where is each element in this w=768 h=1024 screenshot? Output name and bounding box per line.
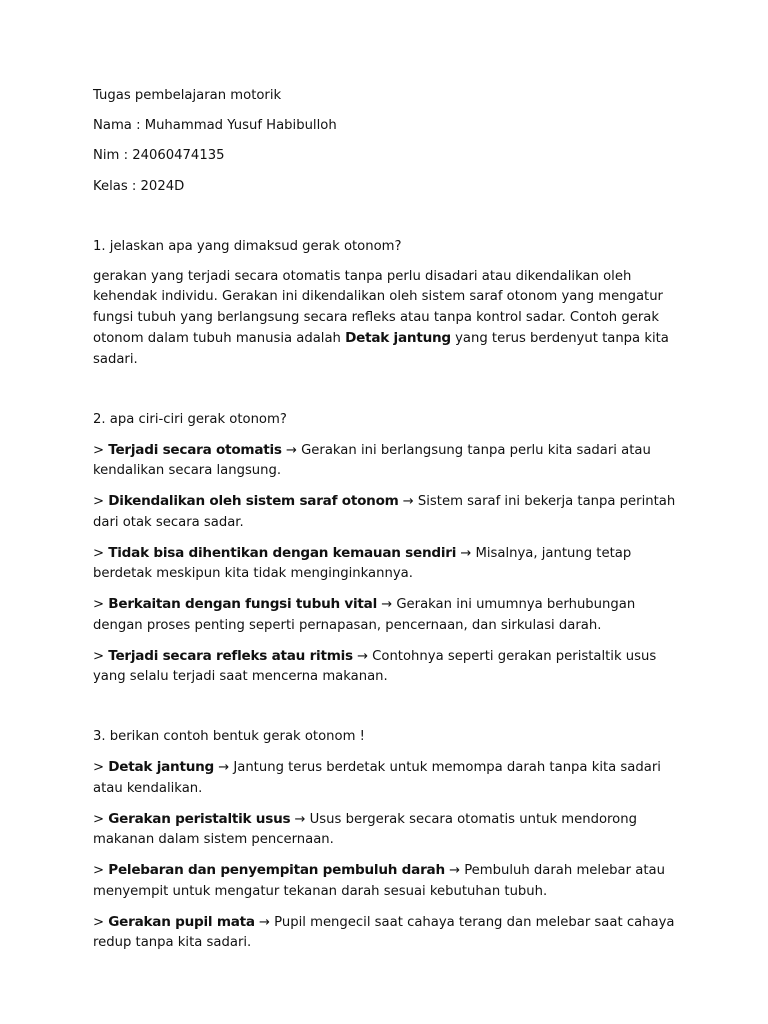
list-item [93, 594, 683, 636]
item-prefix: > [93, 811, 109, 827]
item-text: Contohnya seperti gerakan peristaltik usus yang selalu terjadi saat mencerna makanan. [93, 648, 657, 685]
arrow-icon: → [357, 648, 368, 664]
item-prefix: > [93, 863, 109, 879]
arrow-icon: → [218, 760, 230, 776]
question-3: 3. berikan contoh bentuk gerak otonom ! [93, 729, 365, 745]
item-bold: Gerakan pupil mata [108, 913, 255, 930]
question-1: 1. jelaskan apa yang dimaksud gerak otonom? [93, 238, 402, 254]
item-prefix: > [93, 545, 109, 561]
item-bold: Tidak bisa dihentikan dengan kemauan sendiri [108, 544, 457, 561]
list-item [93, 809, 683, 851]
list-item [93, 646, 683, 688]
list-item [93, 860, 683, 902]
item-prefix: > [93, 597, 109, 613]
item-prefix: > [93, 494, 109, 510]
answer-1-text-end: yang terus berdenyut tanpa kita sadari. [93, 331, 669, 367]
section-spacer [93, 697, 683, 727]
item-bold: Gerakan peristaltik usus [108, 810, 291, 827]
item-bold: Dikendalikan oleh sistem saraf otonom [108, 493, 399, 510]
arrow-icon: → [449, 863, 460, 879]
section-spacer [93, 207, 683, 237]
item-bold: Pelebaran dan penyempitan pembuluh darah [108, 862, 445, 879]
document-page [93, 86, 683, 963]
arrow-icon: → [381, 597, 393, 613]
student-name: Nama : Muhammad Yusuf Habibulloh [93, 118, 337, 134]
item-prefix: > [93, 760, 109, 776]
item-bold: Berkaitan dengan fungsi tubuh vital [108, 596, 378, 613]
item-text: Misalnya, jantung tetap berdetak meskipun kita tidak menginginkannya. [93, 545, 632, 582]
item-text: Jantung terus berdetak untuk memompa darah tanpa kita sadari atau kendalikan. [93, 760, 661, 796]
list-item [93, 440, 683, 482]
document-title: Tugas pembelajaran motorik [93, 88, 282, 103]
item-text: Gerakan ini umumnya berhubungan dengan proses penting seperti pernapasan, pencernaan, dan sirkulasi darah. [93, 597, 636, 633]
item-text: Usus bergerak secara otomatis untuk mendorong makanan dalam sistem pencernaan. [93, 811, 637, 848]
item-prefix: > [93, 442, 109, 458]
student-class: Kelas : 2024D [93, 178, 185, 194]
student-nim: Nim : 24060474135 [93, 148, 225, 164]
arrow-icon: → [259, 914, 270, 930]
answer-1-bold: Detak jantung [345, 330, 451, 347]
item-text: Pembuluh darah melebar atau menyempit untuk mengatur tekanan darah sesuai kebutuhan tubuh. [93, 863, 665, 899]
list-item [93, 757, 683, 799]
item-bold: Terjadi secara otomatis [108, 441, 282, 458]
item-bold: Terjadi secara refleks atau ritmis [108, 647, 353, 664]
answer-1-text: gerakan yang terjadi secara otomatis tanpa perlu disadari atau dikendalikan oleh kehendak individu. Gerakan ini dikendalikan oleh sistem saraf otonom yang mengatur fungsi tubuh yang berlangsung secara refleks atau tanpa kontrol sadar. Contoh gerak otonom dalam tubuh manusia adalah [93, 268, 663, 347]
list-item [93, 912, 683, 954]
list-item [93, 491, 683, 533]
arrow-icon: → [460, 545, 472, 561]
section-spacer [93, 380, 683, 410]
item-prefix: > [93, 914, 109, 930]
answer-1 [93, 267, 683, 371]
item-text: Pupil mengecil saat cahaya terang dan melebar saat cahaya redup tanpa kita sadari. [93, 914, 675, 951]
item-prefix: > [93, 648, 109, 664]
arrow-icon: → [285, 442, 297, 458]
list-item [93, 543, 683, 585]
arrow-icon: → [294, 811, 306, 827]
item-text: Gerakan ini berlangsung tanpa perlu kita sadari atau kendalikan secara langsung. [93, 442, 651, 479]
item-text: Sistem saraf ini bekerja tanpa perintah dari otak secara sadar. [93, 494, 676, 530]
item-bold: Detak jantung [108, 759, 215, 776]
question-2: 2. apa ciri-ciri gerak otonom? [93, 411, 287, 427]
arrow-icon: → [402, 494, 414, 510]
